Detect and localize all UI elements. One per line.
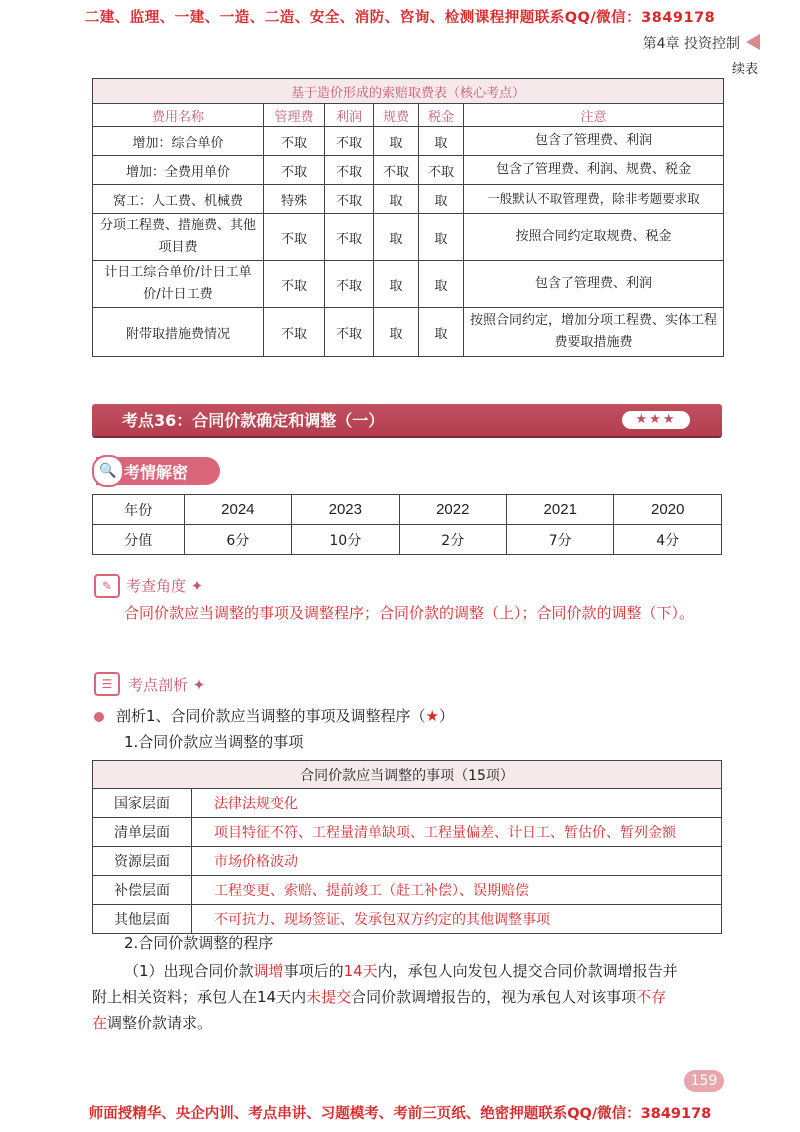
table-row xyxy=(93,261,724,308)
pen-icon: ✎ xyxy=(94,574,120,598)
cell: 按照合同约定取规费、税金 xyxy=(464,214,724,261)
cell: 包含了管理费、利润 xyxy=(464,127,724,156)
cell: 2020 xyxy=(614,495,722,525)
section-title: 考点36：合同价款确定和调整（一） xyxy=(122,411,385,430)
col-header: 管理费 xyxy=(264,104,325,127)
procedure-title: 2.合同价款调整的程序 xyxy=(124,934,274,952)
cell: 不取 xyxy=(325,185,374,214)
cell: 取 xyxy=(419,308,464,357)
cell: 增加：综合单价 xyxy=(93,127,264,156)
col-header: 规费 xyxy=(374,104,419,127)
cell: 法律法规变化 xyxy=(192,789,722,818)
cell: 不取 xyxy=(374,156,419,185)
cell: 不取 xyxy=(325,156,374,185)
table-row xyxy=(93,185,724,214)
cell: 资源层面 xyxy=(93,847,192,876)
cell: 2024 xyxy=(184,495,291,525)
analysis-item-1: 剖析1、合同价款应当调整的事项及调整程序（★） xyxy=(116,707,455,725)
sparkle-icon: ✦ xyxy=(192,676,206,694)
cell: 取 xyxy=(374,185,419,214)
cell: 一般默认不取管理费，除非考题要求取 xyxy=(464,185,724,214)
table-row xyxy=(93,789,722,818)
cell: 2023 xyxy=(292,495,399,525)
cell: 不取 xyxy=(264,261,325,308)
table-row xyxy=(93,847,722,876)
analysis-heading: 考点剖析 ✦ xyxy=(128,676,206,694)
angle-heading: 考查角度 ✦ xyxy=(126,577,204,595)
cell: 不取 xyxy=(325,127,374,156)
angle-text: 合同价款应当调整的事项及调整程序；合同价款的调整（上）；合同价款的调整（下）。 xyxy=(124,604,695,622)
col-header: 税金 xyxy=(419,104,464,127)
cell: 取 xyxy=(374,127,419,156)
col-header: 利润 xyxy=(325,104,374,127)
cell: 取 xyxy=(374,261,419,308)
claim-table-caption: 基于造价形成的索赔取费表（核心考点） xyxy=(93,79,724,104)
cell: 分值 xyxy=(93,525,185,555)
page-number: 159 xyxy=(684,1070,724,1092)
procedure-line-2: 附上相关资料；承包人在14天内未提交合同价款调增报告的，视为承包人对该事项不存 xyxy=(92,988,667,1006)
cell: 附带取措施费情况 xyxy=(93,308,264,357)
cell: 国家层面 xyxy=(93,789,192,818)
cell: 2021 xyxy=(507,495,614,525)
cell: 特殊 xyxy=(264,185,325,214)
magnifier-icon: 🔍 xyxy=(92,455,124,487)
cell: 市场价格波动 xyxy=(192,847,722,876)
procedure-line-3: 在调整价款请求。 xyxy=(92,1014,213,1032)
table-row xyxy=(93,818,722,847)
col-header: 注意 xyxy=(464,104,724,127)
col-header: 费用名称 xyxy=(93,104,264,127)
cell: 工程变更、索赔、提前竣工（赶工补偿）、误期赔偿 xyxy=(192,876,722,905)
cell: 清单层面 xyxy=(93,818,192,847)
score-table xyxy=(92,494,722,555)
top-banner: 二建、监理、一建、一造、二造、安全、消防、咨询、检测课程押题联系QQ/微信：3849178 xyxy=(84,10,716,26)
cell: 增加：全费用单价 xyxy=(93,156,264,185)
cell: 按照合同约定，增加分项工程费、实体工程费要取措施费 xyxy=(464,308,724,357)
bottom-banner: 师面授精华、央企内训、考点串讲、习题模考、考前三页纸、绝密押题联系QQ/微信：3849178 xyxy=(88,1106,712,1122)
table-row xyxy=(93,525,722,555)
cell: 窝工：人工费、机械费 xyxy=(93,185,264,214)
cell: 2022 xyxy=(399,495,506,525)
cell: 包含了管理费、利润、规费、税金 xyxy=(464,156,724,185)
cell: 2分 xyxy=(399,525,506,555)
cell: 项目特征不符、工程量清单缺项、工程量偏差、计日工、暂估价、暂列金额 xyxy=(192,818,722,847)
cell: 不取 xyxy=(325,261,374,308)
cell: 包含了管理费、利润 xyxy=(464,261,724,308)
cell: 分项工程费、措施费、其他项目费 xyxy=(93,214,264,261)
cell: 补偿层面 xyxy=(93,876,192,905)
cell: 年份 xyxy=(93,495,185,525)
cell: 不取 xyxy=(264,127,325,156)
table-row xyxy=(93,127,724,156)
difficulty-stars: ★★★ xyxy=(622,411,690,429)
cell: 计日工综合单价/计日工单价/计日工费 xyxy=(93,261,264,308)
cell: 不取 xyxy=(264,308,325,357)
cell: 取 xyxy=(374,214,419,261)
table-row xyxy=(93,214,724,261)
cell: 取 xyxy=(374,308,419,357)
table-row xyxy=(93,876,722,905)
cell: 10分 xyxy=(292,525,399,555)
cell: 不取 xyxy=(325,214,374,261)
claim-fee-table xyxy=(92,78,724,357)
adjust-items-table xyxy=(92,760,722,934)
cell: 取 xyxy=(419,127,464,156)
table-row xyxy=(93,156,724,185)
table-row xyxy=(93,308,724,357)
cell: 取 xyxy=(419,185,464,214)
sparkle-icon: ✦ xyxy=(190,577,204,595)
adjust-table-caption: 合同价款应当调整的事项（15项） xyxy=(93,761,722,789)
cell: 取 xyxy=(419,214,464,261)
cell: 不取 xyxy=(419,156,464,185)
continued-label: 续表 xyxy=(731,62,758,77)
cell: 不取 xyxy=(325,308,374,357)
chapter-arrow-icon xyxy=(746,34,760,50)
cell: 4分 xyxy=(614,525,722,555)
exam-badge-title: 考情解密 xyxy=(124,463,189,482)
cell: 不可抗力、现场签证、发承包双方约定的其他调整事项 xyxy=(192,905,722,934)
cell: 6分 xyxy=(184,525,291,555)
cell: 取 xyxy=(419,261,464,308)
cell: 不取 xyxy=(264,156,325,185)
cell: 其他层面 xyxy=(93,905,192,934)
cell: 不取 xyxy=(264,214,325,261)
analysis-icon: ☰ xyxy=(94,672,120,696)
cell: 7分 xyxy=(507,525,614,555)
bullet-icon xyxy=(94,712,104,722)
chapter-title: 第4章 投资控制 xyxy=(642,36,740,52)
analysis-subtitle-1: 1.合同价款应当调整的事项 xyxy=(124,733,304,751)
table-row xyxy=(93,495,722,525)
procedure-line-1: （1）出现合同价款调增事项后的14天内，承包人向发包人提交合同价款调增报告并 xyxy=(124,962,678,980)
